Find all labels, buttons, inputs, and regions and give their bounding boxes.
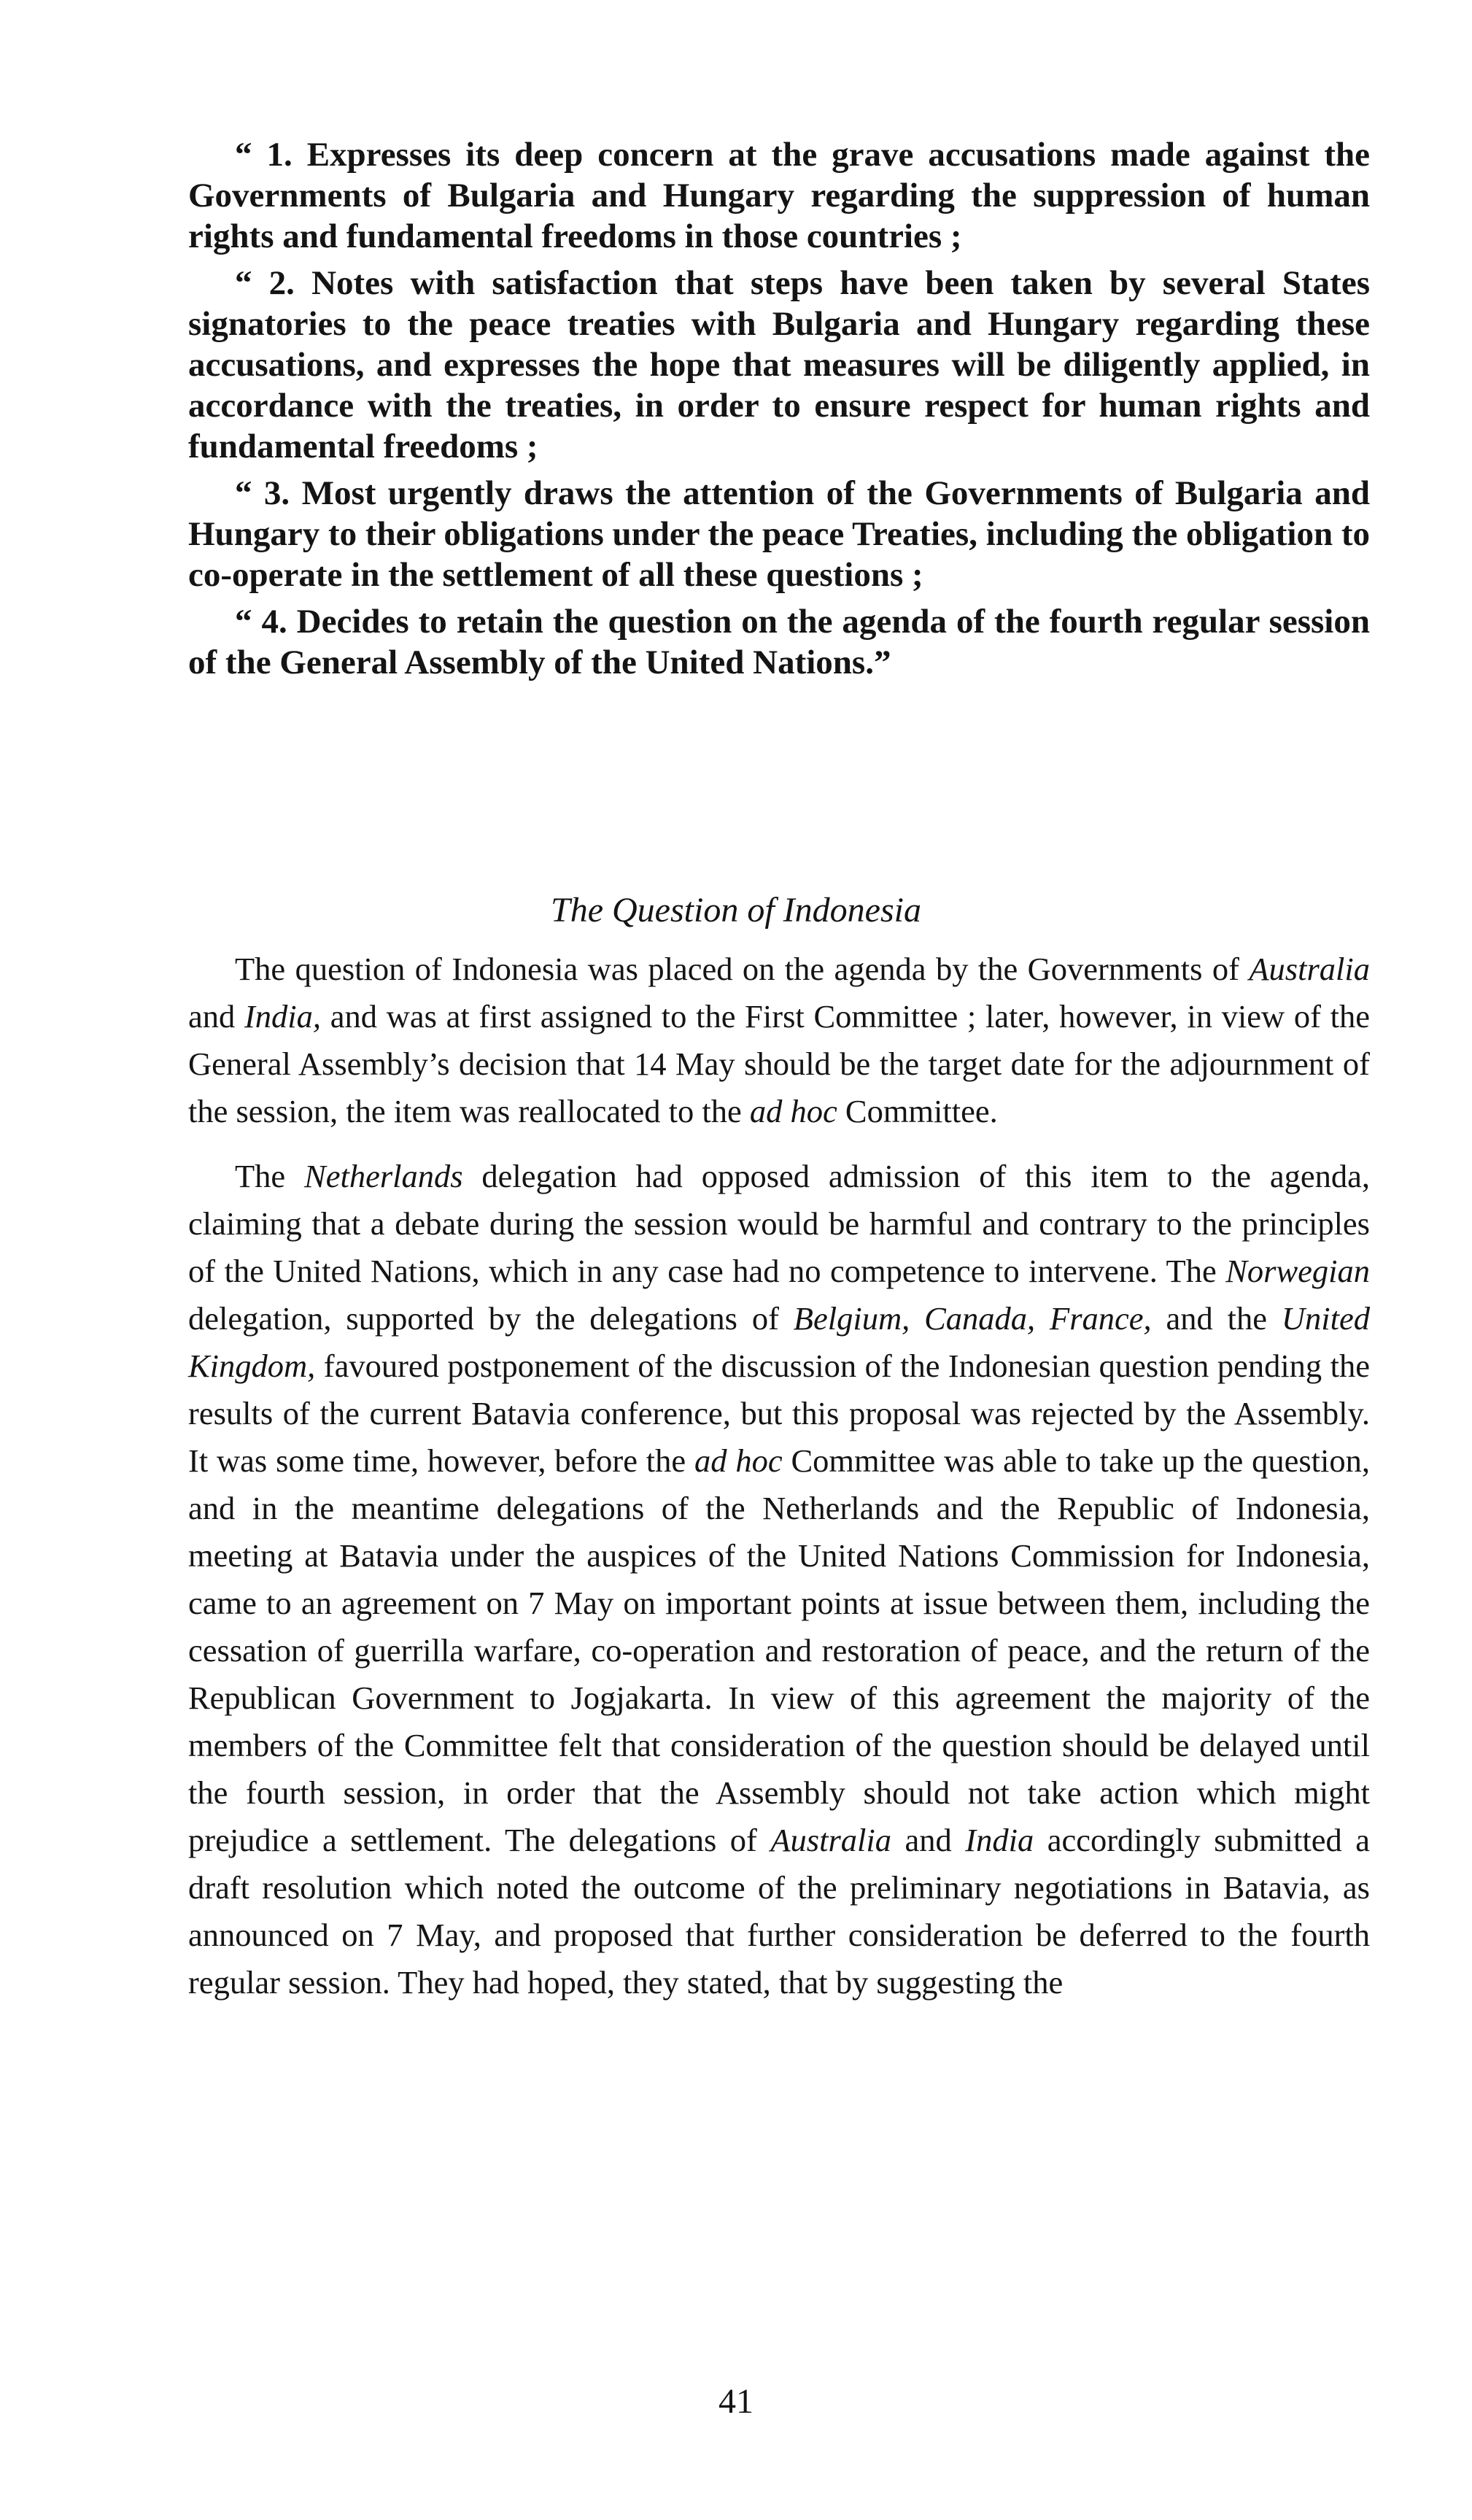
italic-country-name: Belgium, Canada, France, <box>793 1300 1152 1337</box>
text-run: delegation, supported by the delegations of <box>188 1300 794 1337</box>
body-paragraph-1 <box>188 946 1370 1135</box>
section-heading: The Question of Indonesia <box>551 891 921 929</box>
text-run: Committee was able to take up the question, and in the meantime delegations of the Netherlands and the Republic of Indonesia, meeting at Batavia under the auspices of the United Nations Commission for Indonesia, came to an agreement on 7 May on important points at issue between them, including the cessation of guerrilla warfare, co-operation and restoration of peace, and the return of the Republican Government to Jogjakarta. In view of this agreement the majority of the members of the Committee felt that consideration of the question should be delayed until the fourth session, in order that the Assembly should not take action which might prejudice a settlement. The delegations of <box>188 1442 1371 1858</box>
italic-country-name: United Kingdom, <box>188 1300 1371 1384</box>
italic-country-name: India, <box>244 998 322 1035</box>
resolution-paragraph-4: “ 4. Decides to retain the question on the agenda of the fourth regular session of the General Assembly of the United Nations.” <box>188 603 1370 681</box>
body-text <box>188 946 1370 2024</box>
text-run: and <box>188 998 244 1035</box>
text-run: favoured postponement of the discussion of the Indonesian question pending the results of the current Batavia conference, but this proposal was rejected by the Assembly. It was some time, however, before the <box>188 1348 1370 1479</box>
italic-country-name: India <box>965 1822 1034 1858</box>
italic-term: ad hoc <box>694 1442 783 1479</box>
text-run: and was at first assigned to the First Committee ; later, however, in view of the General Assembly’s decision that 14 May should be the target date for the adjournment of the session, the item was reallocated to the <box>188 998 1370 1129</box>
italic-country-name: Netherlands <box>304 1158 463 1194</box>
body-paragraph-2 <box>188 1153 1370 2006</box>
text-run: and the <box>1151 1300 1282 1337</box>
text-run: accordingly submitted a draft resolution which noted the outcome of the preliminary negotiations in Batavia, as announced on 7 May, and proposed that further consideration be deferred to the fourth regular session. They had hoped, they stated, that by suggesting the <box>188 1822 1370 2001</box>
page-number: 41 <box>718 2382 754 2421</box>
resolution-paragraph-1: “ 1. Expresses its deep concern at the grave accusations made against the Governments of Bulgaria and Hungary regarding the suppression of human rights and fundamental freedoms in those countries ; <box>188 136 1370 255</box>
resolution-paragraph-2: “ 2. Notes with satisfaction that steps have been taken by several States signatories to the peace treaties with Bulgaria and Hungary regarding these accusations, and expresses the hope that measures will be diligently applied, in accordance with the treaties, in order to ensure respect for human rights and fundamental freedoms ; <box>188 264 1370 465</box>
italic-country-name: Australia <box>770 1822 892 1858</box>
italic-term: ad hoc <box>749 1093 837 1129</box>
text-run: The <box>235 1158 305 1194</box>
text-run: Committee. <box>837 1093 998 1129</box>
italic-country-name: Norwegian <box>1225 1253 1370 1289</box>
resolution-quote-block <box>188 134 1370 689</box>
resolution-paragraph-3: “ 3. Most urgently draws the attention of the Governments of Bulgaria and Hungary to their obligations under the peace Treaties, including the obligation to co-operate in the settlement of all these questions ; <box>188 474 1370 594</box>
italic-country-name: Australia <box>1249 951 1370 987</box>
text-run: The question of Indonesia was placed on the agenda by the Governments of <box>235 951 1250 987</box>
text-run: and <box>891 1822 966 1858</box>
text-run: delegation had opposed admission of this item to the agenda, claiming that a debate during the session would be harmful and contrary to the principles of the United Nations, which in any case had no competence to intervene. The <box>188 1158 1370 1289</box>
